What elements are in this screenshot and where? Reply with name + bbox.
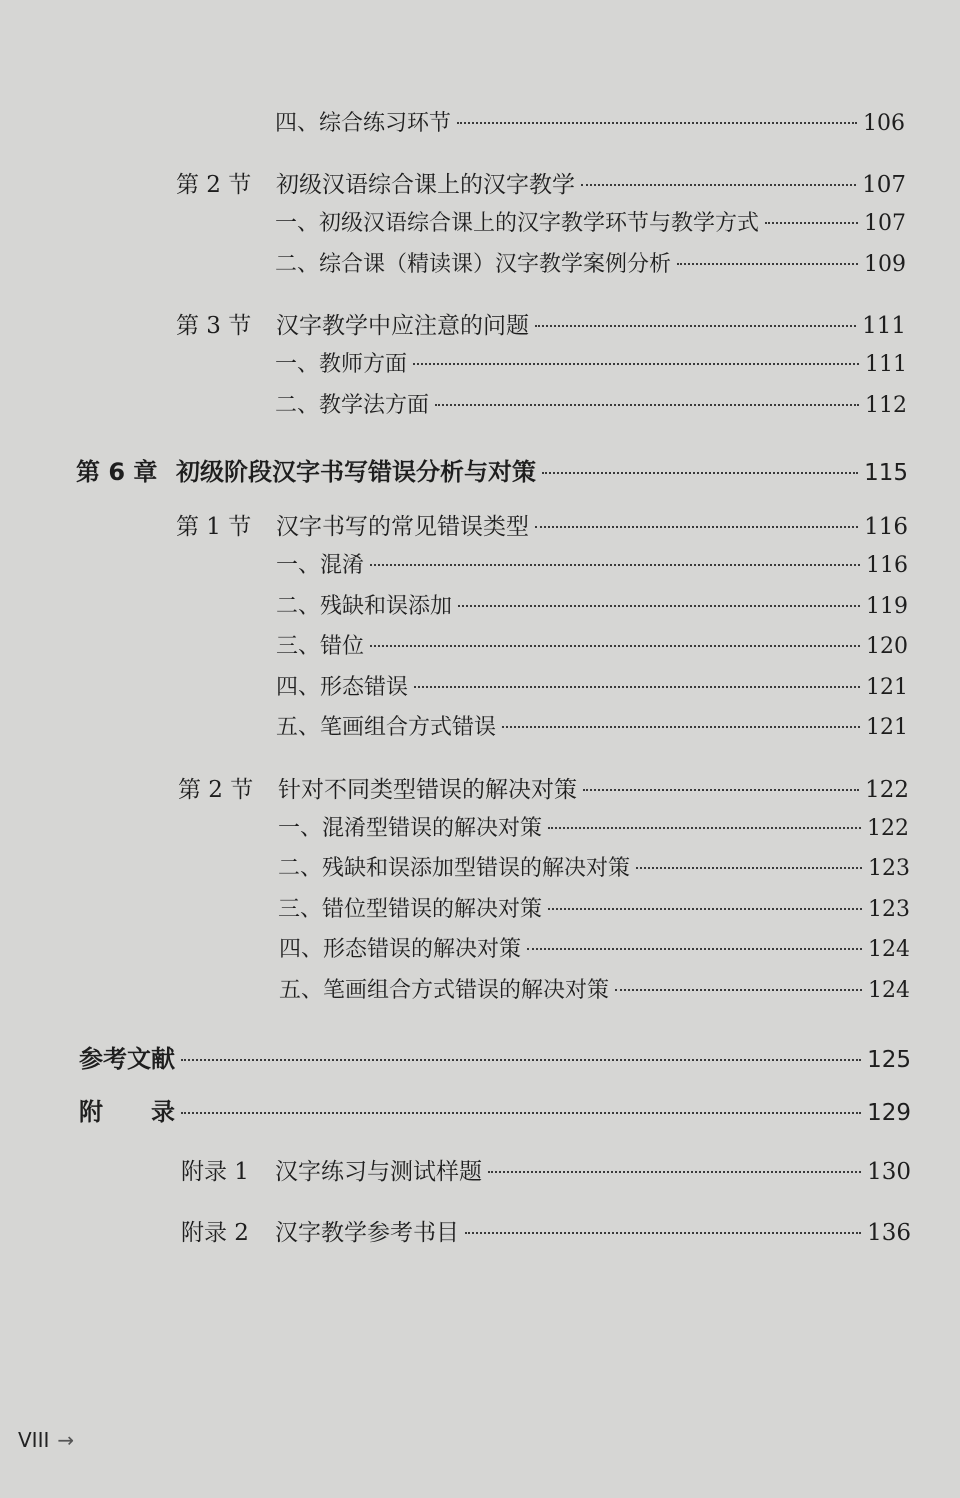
- toc-section-title: 汉字教学中应注意的问题: [276, 313, 529, 339]
- toc-entry[interactable]: [275, 347, 907, 378]
- page-number: VIII: [18, 1428, 50, 1452]
- leader-dots: [535, 526, 858, 528]
- toc-entry[interactable]: [276, 629, 908, 660]
- arrow-right-icon: →: [57, 1428, 75, 1452]
- toc-entry-page: 124: [868, 978, 910, 1003]
- leader-dots: [548, 827, 861, 829]
- toc-entry[interactable]: [275, 388, 907, 419]
- leader-dots: [581, 184, 856, 186]
- toc-entry-title: 四、形态错误: [276, 675, 409, 700]
- toc-entry-page: 123: [868, 856, 910, 881]
- leader-dots: [414, 686, 860, 688]
- toc-entry-page: 109: [864, 252, 906, 277]
- toc-section-number: 第 1 节: [176, 514, 252, 540]
- toc-entry-title: 四、综合练习环节: [275, 111, 452, 136]
- toc-chapter[interactable]: [76, 452, 908, 487]
- toc-entry[interactable]: [278, 892, 910, 923]
- leader-dots: [458, 605, 860, 607]
- toc-section[interactable]: [181, 1153, 911, 1186]
- toc-entry-title: 一、初级汉语综合课上的汉字教学环节与教学方式: [275, 211, 760, 236]
- toc-entry-title: 二、教学法方面: [275, 393, 430, 418]
- leader-dots: [583, 789, 859, 791]
- toc-section-number: 附录 2: [181, 1220, 249, 1246]
- toc-entry[interactable]: [276, 710, 908, 741]
- toc-section[interactable]: [181, 1214, 911, 1247]
- toc-section-title: 汉字教学参考书目: [275, 1220, 459, 1246]
- toc-entry-page: 116: [866, 553, 908, 578]
- toc-chapter-page: 129: [867, 1100, 911, 1126]
- toc-chapter-page: 115: [864, 460, 908, 486]
- leader-dots: [535, 325, 856, 327]
- toc-entry-title: 三、错位型错误的解决对策: [278, 897, 543, 922]
- leader-dots: [542, 472, 858, 474]
- toc-section-title: 针对不同类型错误的解决对策: [278, 777, 577, 803]
- leader-dots: [370, 645, 860, 647]
- toc-entry[interactable]: [275, 247, 906, 278]
- toc-chapter-title: 初级阶段汉字书写错误分析与对策: [176, 458, 536, 486]
- toc-section[interactable]: [176, 307, 906, 340]
- toc-entry-title: 二、残缺和误添加型错误的解决对策: [278, 856, 631, 881]
- leader-dots: [435, 404, 859, 406]
- toc-section-number: 第 3 节: [176, 313, 252, 339]
- toc-entry-page: 121: [866, 715, 908, 740]
- toc-entry-page: 111: [865, 352, 907, 377]
- toc-entry[interactable]: [278, 851, 910, 882]
- toc-entry-title: 一、混淆型错误的解决对策: [278, 816, 543, 841]
- toc-entry-title: 一、混淆: [276, 553, 365, 578]
- toc-chapter-title: 参考文献: [79, 1045, 175, 1073]
- leader-dots: [677, 263, 858, 265]
- toc-entry[interactable]: [275, 206, 906, 237]
- toc-entry[interactable]: [275, 106, 905, 137]
- toc-section-number: 第 2 节: [178, 777, 254, 803]
- leader-dots: [502, 726, 860, 728]
- leader-dots: [457, 122, 857, 124]
- toc-section-page: 107: [862, 172, 906, 198]
- toc-entry[interactable]: [276, 589, 908, 620]
- toc-entry[interactable]: [279, 973, 910, 1004]
- leader-dots: [615, 989, 862, 991]
- leader-dots: [527, 948, 862, 950]
- toc-entry-title: 三、错位: [276, 634, 365, 659]
- toc-chapter-page: 125: [867, 1047, 911, 1073]
- toc-section[interactable]: [178, 771, 909, 804]
- toc-section-title: 初级汉语综合课上的汉字教学: [276, 172, 575, 198]
- toc-entry-page: 121: [866, 675, 908, 700]
- leader-dots: [548, 908, 862, 910]
- toc-entry-title: 二、综合课（精读课）汉字教学案例分析: [275, 252, 672, 277]
- toc-entry-title: 四、形态错误的解决对策: [279, 937, 522, 962]
- toc-entry-title: 二、残缺和误添加: [276, 594, 453, 619]
- leader-dots: [370, 564, 860, 566]
- toc-entry-page: 122: [867, 816, 909, 841]
- toc-chapter-number: 第 6 章: [76, 458, 158, 486]
- leader-dots: [465, 1232, 861, 1234]
- toc-entry-page: 107: [864, 211, 906, 236]
- leader-dots: [765, 222, 858, 224]
- toc-section-title: 汉字书写的常见错误类型: [276, 514, 529, 540]
- toc-chapter[interactable]: [79, 1039, 911, 1074]
- toc-entry-page: 119: [866, 594, 908, 619]
- toc-entry-page: 112: [865, 393, 907, 418]
- leader-dots: [181, 1112, 861, 1114]
- toc-entry[interactable]: [278, 811, 909, 842]
- leader-dots: [636, 867, 862, 869]
- toc-section-page: 130: [867, 1159, 911, 1185]
- toc-entry-page: 124: [868, 937, 910, 962]
- leader-dots: [488, 1171, 861, 1173]
- toc-section-page: 116: [864, 514, 908, 540]
- toc-entry[interactable]: [276, 548, 908, 579]
- toc-entry-page: 123: [868, 897, 910, 922]
- toc-entry[interactable]: [279, 932, 910, 963]
- leader-dots: [413, 363, 859, 365]
- toc-entry-title: 五、笔画组合方式错误的解决对策: [279, 978, 610, 1003]
- toc-entry-page: 106: [863, 111, 905, 136]
- toc-entry-page: 120: [866, 634, 908, 659]
- toc-section-number: 第 2 节: [176, 172, 252, 198]
- toc-chapter-title: 附 录: [79, 1098, 175, 1126]
- toc-entry[interactable]: [276, 670, 908, 701]
- toc-entry-title: 五、笔画组合方式错误: [276, 715, 497, 740]
- toc-section[interactable]: [176, 508, 908, 541]
- toc-section-title: 汉字练习与测试样题: [275, 1159, 482, 1185]
- toc-section[interactable]: [176, 166, 906, 199]
- page-footer: [18, 1428, 74, 1452]
- toc-entry-title: 一、教师方面: [275, 352, 408, 377]
- toc-section-number: 附录 1: [181, 1159, 249, 1185]
- toc-section-page: 136: [867, 1220, 911, 1246]
- leader-dots: [181, 1059, 861, 1061]
- toc-section-page: 122: [865, 777, 909, 803]
- toc-section-page: 111: [862, 313, 906, 339]
- toc-chapter[interactable]: [79, 1092, 911, 1127]
